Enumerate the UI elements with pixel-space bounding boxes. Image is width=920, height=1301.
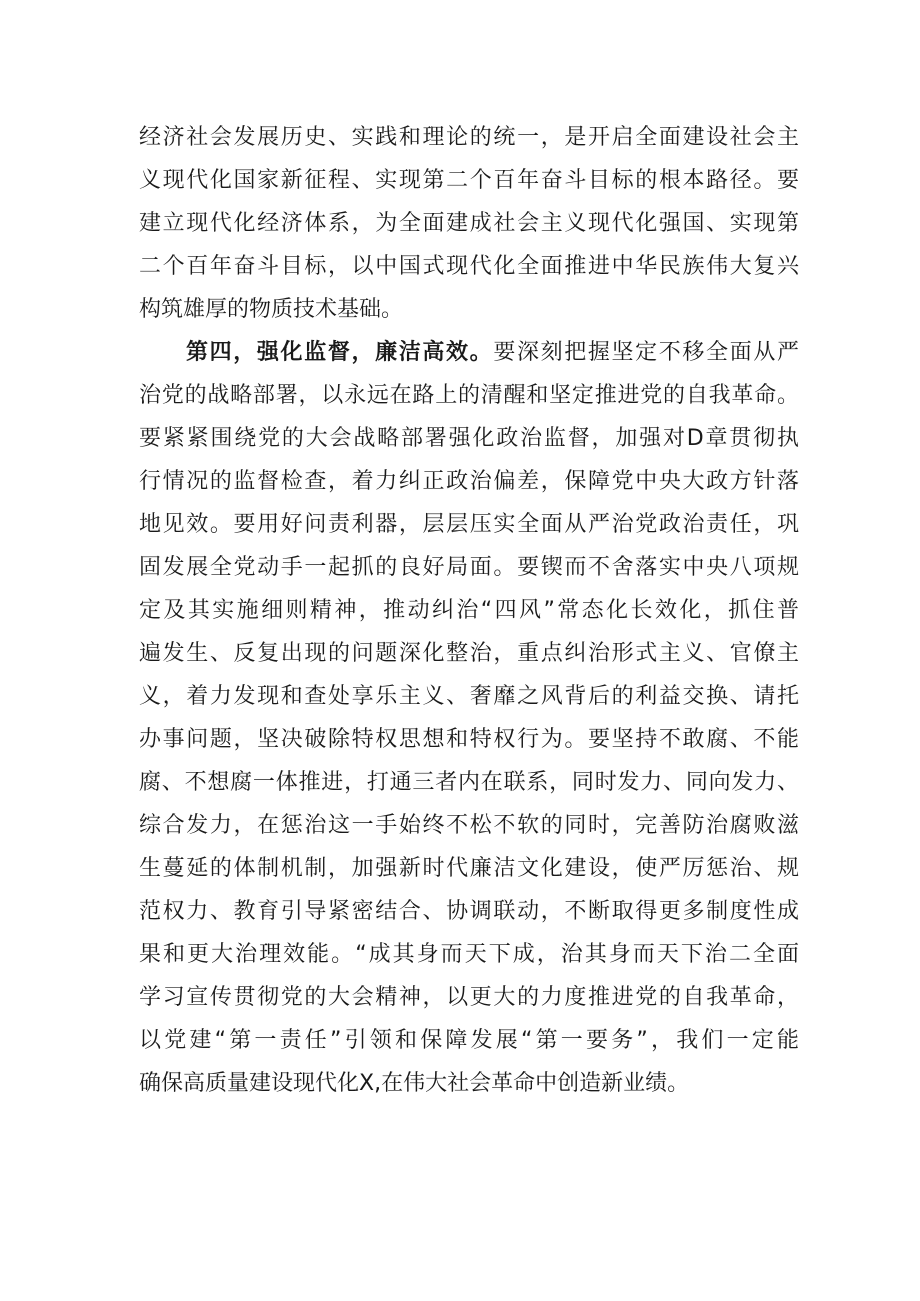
paragraph-line: 二个百年奋斗目标，以中国式现代化全面推进中华民族伟大复兴 bbox=[139, 254, 799, 279]
paragraph-line: 构筑雄厚的物质技术基础。 bbox=[139, 297, 404, 322]
paragraph-line: 以党建“第一责任”引领和保障发展“第一要务”，我们一定能 bbox=[139, 1028, 799, 1053]
paragraph-line: 腐、不想腐一体推进，打通三者内在联系，同时发力、同向发力、 bbox=[139, 770, 799, 795]
paragraph-line: 果和更大治理效能。“成其身而天下成，治其身而天下治二全面 bbox=[139, 942, 799, 967]
paragraph-line: 地见效。要用好问责利器，层层压实全面从严治党政治责任，巩 bbox=[139, 512, 799, 537]
paragraph-line: 定及其实施细则精神，推动纠治“四风”常态化长效化，抓住普 bbox=[139, 598, 799, 623]
paragraph-line: 义现代化国家新征程、实现第二个百年奋斗目标的根本路径。要 bbox=[139, 168, 799, 193]
section-heading: 第四，强化监督，廉洁高效。 bbox=[186, 340, 494, 365]
paragraph-line: 建立现代化经济体系，为全面建成社会主义现代化强国、实现第 bbox=[139, 211, 799, 236]
paragraph-line: 生蔓延的体制机制，加强新时代廉洁文化建设，使严厉惩治、规 bbox=[139, 856, 799, 881]
paragraph-line: 义，着力发现和查处享乐主义、奢靡之风背后的利益交换、请托 bbox=[139, 684, 799, 709]
paragraph-line: 确保高质量建设现代化X,在伟大社会革命中创造新业绩。 bbox=[139, 1071, 690, 1096]
paragraph-line: 学习宣传贯彻党的大会精神，以更大的力度推进党的自我革命， bbox=[139, 985, 799, 1010]
paragraph-line: 经济社会发展历史、实践和理论的统一，是开启全面建设社会主 bbox=[139, 125, 799, 150]
paragraph-line: 范权力、教育引导紧密结合、协调联动，不断取得更多制度性成 bbox=[139, 899, 799, 924]
paragraph-line: 综合发力，在惩治这一手始终不松不软的同时，完善防治腐败滋 bbox=[139, 813, 799, 838]
paragraph-line: 要紧紧围绕党的大会战略部署强化政治监督，加强对D章贯彻执 bbox=[139, 426, 799, 451]
paragraph-line: 治党的战略部署，以永远在路上的清醒和坚定推进党的自我革命。 bbox=[139, 383, 799, 408]
paragraph-line: 办事问题，坚决破除特权思想和特权行为。要坚持不敢腐、不能 bbox=[139, 727, 799, 752]
paragraph-line: 遍发生、反复出现的问题深化整治，重点纠治形式主义、官僚主 bbox=[139, 641, 799, 666]
heading-line-rest: 要深刻把握坚定不移全面从严 bbox=[493, 340, 799, 365]
section-heading-line bbox=[186, 338, 799, 368]
paragraph-line: 行情况的监督检查，着力纠正政治偏差，保障党中央大政方针落 bbox=[139, 469, 799, 494]
paragraph-line: 固发展全党动手一起抓的良好局面。要锲而不舍落实中央八项规 bbox=[139, 555, 799, 580]
